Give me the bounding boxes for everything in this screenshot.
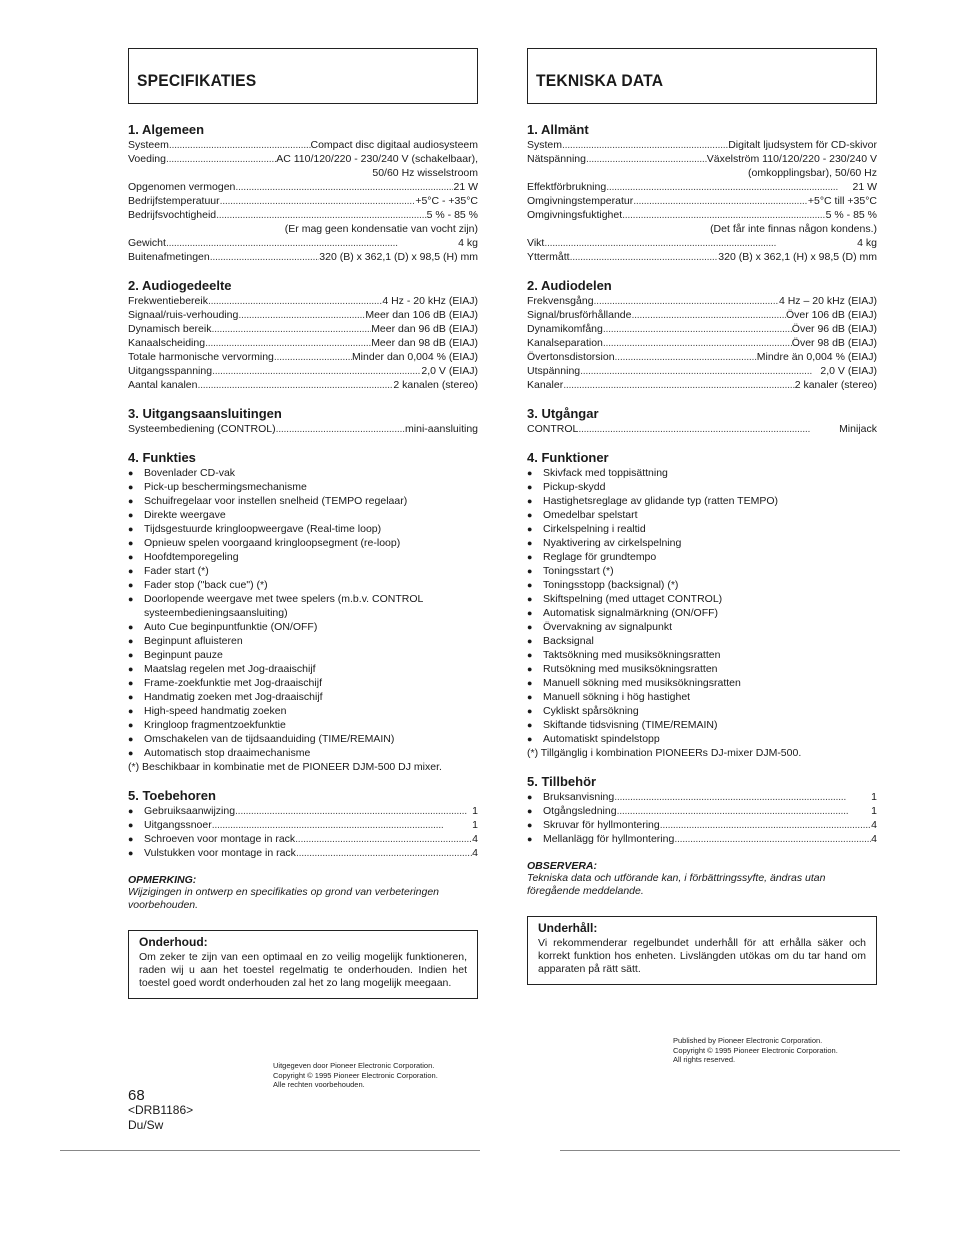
spec-row [527, 138, 877, 152]
dot-leader [210, 250, 320, 264]
spec-rows [527, 236, 877, 264]
section-outputs [527, 406, 877, 436]
feature-item: ● Automatiskt spindelstopp [527, 732, 877, 746]
spec-rows [128, 422, 478, 436]
footnote: (*) Beschikbaar in kombinatie met de PIONEER DJM-500 DJ mixer. [128, 761, 442, 773]
spec-label: Systeembediening (CONTROL) [128, 423, 276, 435]
section-outputs [128, 406, 478, 436]
spec-label: System [527, 139, 563, 151]
spec-rows [527, 180, 877, 222]
spec-label: Systeem [128, 139, 169, 151]
spec-row [527, 322, 877, 336]
section-functions [527, 450, 877, 760]
spec-row [128, 832, 478, 846]
feature-item: ● Doorlopende weergave met twee spelers (m.b.v. CONTROL systeembedieningsaansluiting) [128, 592, 478, 620]
spec-value: 1 [472, 819, 478, 831]
footnote: (*) Tillgänglig i kombination PIONEERs DJ-mixer DJM-500. [527, 747, 802, 759]
section-heading: 2. Audiogedeelte [128, 278, 232, 293]
spec-note: 50/60 Hz wisselstroom [372, 167, 478, 179]
feature-item: ● Auto Cue beginpuntfunktie (ON/OFF) [128, 620, 478, 634]
dot-leader [276, 422, 405, 436]
spec-column-dutch [128, 48, 478, 999]
spec-row [527, 804, 877, 818]
spec-value: 4 [472, 833, 478, 845]
dot-leader [615, 350, 757, 364]
bullet-icon: ● [128, 848, 134, 858]
language-code: Du/Sw [128, 1118, 164, 1132]
spec-value: 320 (B) x 362,1 (H) x 98,5 (D) mm [718, 251, 877, 263]
spec-row [527, 422, 877, 436]
spec-value: Meer dan 98 dB (EIAJ) [371, 337, 478, 349]
bullet-icon: ● [128, 806, 134, 816]
spec-label: Dynamikomfång [527, 323, 603, 335]
section-general [527, 122, 877, 264]
feature-item: ● High-speed handmatig zoeken [128, 704, 478, 718]
feature-list [527, 466, 877, 746]
spec-row [128, 308, 478, 322]
spec-value: 21 W [852, 181, 877, 193]
spec-label: Effektförbrukning [527, 181, 607, 193]
feature-item: ● Omedelbar spelstart [527, 508, 877, 522]
spec-note: (omkopplingsbar), 50/60 Hz [748, 167, 877, 179]
spec-value: 4 [871, 833, 877, 845]
remark-title: OBSERVERA: [527, 860, 598, 872]
spec-value: 2,0 V (EIAJ) [820, 365, 877, 377]
dot-leader [544, 236, 857, 250]
dot-leader [216, 208, 427, 222]
dot-leader [633, 194, 808, 208]
dot-leader [580, 364, 820, 378]
spec-label: Aantal kanalen [128, 379, 198, 391]
spec-value: 5 % - 85 % [426, 209, 478, 221]
spec-rows [128, 180, 478, 222]
feature-item: ● Reglage för grundtempo [527, 550, 877, 564]
spec-label: Mellanlägg för hyllmontering [543, 833, 675, 845]
bullet-icon: ● [128, 820, 134, 830]
spec-row [128, 138, 478, 152]
spec-label: Signal/brusförhållande [527, 309, 632, 321]
spec-value: Digitalt ljudsystem för CD-skivor [728, 139, 877, 151]
section-functions [128, 450, 478, 774]
section-general [128, 122, 478, 264]
spec-label: Omgivningsfuktighet [527, 209, 623, 221]
spec-note: (Det får inte finnas någon kondens.) [710, 223, 877, 235]
maintenance-box [128, 930, 478, 999]
spec-row [527, 180, 877, 194]
bullet-icon: ● [527, 820, 533, 830]
spec-rows [128, 138, 478, 166]
spec-rows [527, 422, 877, 436]
section-title-box [128, 48, 478, 104]
spec-label: Uitgangsspanning [128, 365, 213, 377]
dot-leader [622, 208, 826, 222]
section-heading: 3. Utgångar [527, 406, 599, 421]
section-audio [527, 278, 877, 392]
feature-item: ● Schuifregelaar voor instellen snelheid (TEMPO regelaar) [128, 494, 478, 508]
feature-item: ● Automatisch stop draaimechanisme [128, 746, 478, 760]
spec-row [527, 294, 877, 308]
spec-label: Opgenomen vermogen [128, 181, 236, 193]
dot-leader [578, 422, 839, 436]
feature-item: ● Beginpunt pauze [128, 648, 478, 662]
feature-item: ● Pick-up beschermingsmechanisme [128, 480, 478, 494]
publisher-line: Copyright © 1995 Pioneer Electronic Corporation. [273, 1070, 438, 1080]
spec-label: Otgångsledning [543, 805, 617, 817]
bullet-icon: ● [527, 806, 533, 816]
spec-label: Kanaalscheiding [128, 337, 206, 349]
dot-leader [235, 804, 472, 818]
spec-row [527, 250, 877, 264]
feature-item: ● Övervakning av signalpunkt [527, 620, 877, 634]
spec-label: Vikt [527, 237, 545, 249]
spec-value: +5°C - +35°C [415, 195, 478, 207]
maintenance-title: Onderhoud: [139, 935, 208, 949]
feature-item: ● Skivfack med toppisättning [527, 466, 877, 480]
spec-value: Minijack [839, 423, 877, 435]
dot-leader [211, 322, 371, 336]
spec-label: Nätspänning [527, 153, 586, 165]
spec-label: Kanalseparation [527, 337, 603, 349]
bottom-rule [560, 1150, 900, 1151]
section-audio [128, 278, 478, 392]
dot-leader [220, 194, 416, 208]
feature-item: ● Nyaktivering av cirkelspelning [527, 536, 877, 550]
page-title: TEKNISKA DATA [536, 71, 664, 90]
spec-value: 4 Hz - 20 kHz (EIAJ) [382, 295, 478, 307]
spec-row [527, 236, 877, 250]
feature-item: ● Backsignal [527, 634, 877, 648]
dot-leader [586, 152, 707, 166]
dot-leader [208, 294, 382, 308]
spec-row [128, 818, 478, 832]
dot-leader [212, 818, 472, 832]
feature-item: ● Skiftande tidsvisning (TIME/REMAIN) [527, 718, 877, 732]
bottom-rule [60, 1150, 480, 1151]
feature-item: ● Direkte weergave [128, 508, 478, 522]
spec-value: 2 kanaler (stereo) [794, 379, 877, 391]
page-title: SPECIFIKATIES [137, 71, 257, 90]
spec-value: Över 106 dB (EIAJ) [785, 309, 877, 321]
section-heading: 5. Tillbehör [527, 774, 597, 789]
document-code: <DRB1186> [128, 1103, 194, 1117]
spec-label: Schroeven voor montage in rack [144, 833, 296, 845]
spec-row [128, 152, 478, 166]
spec-row [128, 236, 478, 250]
spec-label: Frekwentiebereik [128, 295, 208, 307]
dot-leader [603, 322, 792, 336]
dot-leader [617, 804, 872, 818]
feature-item: ● Frame-zoekfunktie met Jog-draaischijf [128, 676, 478, 690]
spec-value: Över 98 dB (EIAJ) [791, 337, 877, 349]
spec-rows [128, 294, 478, 392]
spec-rows [527, 294, 877, 392]
dot-leader [660, 818, 871, 832]
spec-label: Omgivningstemperatur [527, 195, 634, 207]
spec-label: CONTROL [527, 423, 579, 435]
spec-row [128, 350, 478, 364]
publisher-note-dutch [273, 1061, 438, 1090]
dot-leader [674, 832, 871, 846]
bullet-icon: ● [128, 834, 134, 844]
feature-item: ● Toningsstopp (backsignal) (*) [527, 578, 877, 592]
dot-leader [197, 378, 393, 392]
feature-item: ● Handmatig zoeken met Jog-draaischijf [128, 690, 478, 704]
feature-item: ● Automatisk signalmärkning (ON/OFF) [527, 606, 877, 620]
spec-label: Bedrijfsvochtigheid [128, 209, 217, 221]
spec-value: AC 110/120/220 - 230/240 V (schakelbaar), [276, 153, 478, 165]
dot-leader [295, 832, 472, 846]
spec-row [128, 250, 478, 264]
spec-label: Kanaler [527, 379, 564, 391]
dot-leader [166, 236, 458, 250]
dot-leader [603, 336, 792, 350]
feature-item: ● Fader stop ("back cue") (*) [128, 578, 478, 592]
dot-leader [570, 250, 719, 264]
spec-label: Skruvar för hyllmontering [543, 819, 660, 831]
feature-item: ● Hoofdtemporegeling [128, 550, 478, 564]
remark-body: Wijzigingen in ontwerp en specifikaties op grond van verbeteringen voorbehouden. [128, 886, 440, 911]
maintenance-body: Om zeker te zijn van een optimaal en zo veilig mogelijk funktioneren, raden wij u aan het toestel regelmatig te onderhouden. Indien het toestel goed wordt onderhouden zal het zo lang mogelijk meegaan. [139, 951, 467, 989]
spec-row [128, 336, 478, 350]
spec-row [128, 804, 478, 818]
spec-value: Över 96 dB (EIAJ) [791, 323, 877, 335]
spec-value: 4 [472, 847, 478, 859]
bullet-icon: ● [527, 834, 533, 844]
dot-leader [166, 152, 276, 166]
feature-item: ● Rutsökning med musiksökningsratten [527, 662, 877, 676]
spec-row [527, 308, 877, 322]
feature-item: ● Hastighetsreglage av glidande typ (ratten TEMPO) [527, 494, 877, 508]
feature-item: ● Omschakelen van de tijdsaanduiding (TIME/REMAIN) [128, 732, 478, 746]
dot-leader [562, 138, 728, 152]
dot-leader [632, 308, 786, 322]
spec-label: Gewicht [128, 237, 166, 249]
feature-item: ● Fader start (*) [128, 564, 478, 578]
spec-label: Dynamisch bereik [128, 323, 212, 335]
spec-value: Meer dan 106 dB (EIAJ) [365, 309, 478, 321]
maintenance-title: Underhåll: [538, 921, 598, 935]
dot-leader [594, 294, 779, 308]
spec-label: Övertonsdistorsion [527, 351, 615, 363]
spec-row [128, 194, 478, 208]
spec-row [527, 208, 877, 222]
maintenance-box [527, 916, 877, 985]
spec-label: Yttermått [527, 251, 570, 263]
spec-value: 320 (B) x 362,1 (D) x 98,5 (H) mm [319, 251, 478, 263]
bullet-icon: ● [527, 792, 533, 802]
spec-value: 21 W [453, 181, 478, 193]
maintenance-body: Vi rekommenderar regelbundet underhåll för att erhålla säker och korrekt funktion hos enheten. Livslängden utökas om du tar hand om apparaten på rätt sätt. [538, 937, 866, 975]
spec-row [527, 378, 877, 392]
spec-value: Meer dan 96 dB (EIAJ) [371, 323, 478, 335]
spec-rows [128, 236, 478, 264]
spec-value: Mindre än 0,004 % (EIAJ) [756, 351, 877, 363]
dot-leader [235, 180, 453, 194]
spec-note: (Er mag geen kondensatie van vocht zijn) [284, 223, 478, 235]
feature-item: ● Opnieuw spelen voorgaand kringloopsegment (re-loop) [128, 536, 478, 550]
spec-row [527, 832, 877, 846]
spec-label: Voeding [128, 153, 166, 165]
publisher-line: Copyright © 1995 Pioneer Electronic Corporation. [673, 1045, 838, 1055]
spec-value: Compact disc digitaal audiosysteem [310, 139, 478, 151]
spec-label: Uitgangssnoer [144, 819, 212, 831]
remark-title: OPMERKING: [128, 874, 197, 886]
feature-item: ● Maatslag regelen met Jog-draaischijf [128, 662, 478, 676]
spec-value: 2,0 V (EIAJ) [421, 365, 478, 377]
feature-item: ● Manuell sökning i hög hastighet [527, 690, 877, 704]
spec-label: Gebruiksaanwijzing [144, 805, 236, 817]
section-heading: 1. Allmänt [527, 122, 589, 137]
dot-leader [212, 364, 421, 378]
spec-row [527, 336, 877, 350]
remark-body: Tekniska data och utförande kan, i förbättringssyfte, ändras utan föregående meddelande. [527, 872, 826, 897]
dot-leader [296, 846, 472, 860]
feature-item: ● Skiftspelning (med uttaget CONTROL) [527, 592, 877, 606]
feature-item: ● Bovenlader CD-vak [128, 466, 478, 480]
spec-value: 4 kg [458, 237, 478, 249]
dot-leader [238, 308, 365, 322]
spec-label: Utspänning [527, 365, 581, 377]
spec-value: 1 [472, 805, 478, 817]
feature-item: ● Cykliskt spårsökning [527, 704, 877, 718]
spec-row [128, 364, 478, 378]
section-accessories [128, 788, 478, 860]
publisher-line: Published by Pioneer Electronic Corporation. [673, 1036, 823, 1045]
publisher-note-english [673, 1036, 838, 1065]
spec-value: 4 [871, 819, 877, 831]
spec-value: 5 % - 85 % [825, 209, 877, 221]
spec-value: mini-aansluiting [405, 423, 478, 435]
spec-row [527, 818, 877, 832]
dot-leader [563, 378, 795, 392]
spec-row [527, 364, 877, 378]
accessory-rows [527, 790, 877, 846]
dot-leader [205, 336, 371, 350]
spec-value: Växelström 110/120/220 - 230/240 V [706, 153, 877, 165]
spec-label: Frekvensgång [527, 295, 594, 307]
feature-item: ● Kringloop fragmentzoekfunktie [128, 718, 478, 732]
spec-row [128, 208, 478, 222]
spec-row [527, 790, 877, 804]
spec-rows [527, 138, 877, 166]
spec-row [527, 194, 877, 208]
section-heading: 1. Algemeen [128, 122, 205, 137]
spec-row [527, 350, 877, 364]
section-heading: 2. Audiodelen [527, 278, 612, 293]
spec-value: 1 [871, 791, 877, 803]
feature-list [128, 466, 478, 760]
feature-item: ● Toningsstart (*) [527, 564, 877, 578]
section-title-box [527, 48, 877, 104]
spec-row [128, 180, 478, 194]
section-heading: 4. Funkties [128, 450, 196, 465]
spec-row [527, 152, 877, 166]
section-accessories [527, 774, 877, 846]
feature-item: ● Pickup-skydd [527, 480, 877, 494]
spec-value: +5°C till +35°C [807, 195, 877, 207]
feature-item: ● Taktsökning med musiksökningsratten [527, 648, 877, 662]
dot-leader [169, 138, 311, 152]
section-heading: 3. Uitgangsaansluitingen [128, 406, 282, 421]
spec-row [128, 322, 478, 336]
feature-item: ● Manuell sökning med musiksökningsratten [527, 676, 877, 690]
spec-value: 4 kg [857, 237, 877, 249]
spec-label: Bruksanvisning [543, 791, 615, 803]
spec-value: Minder dan 0,004 % (EIAJ) [351, 351, 478, 363]
section-heading: 4. Funktioner [527, 450, 609, 465]
publisher-line: All rights reserved. [673, 1055, 736, 1064]
spec-column-swedish [527, 48, 877, 985]
page-footer [128, 1088, 193, 1133]
dot-leader [606, 180, 852, 194]
spec-row [128, 294, 478, 308]
dot-leader [614, 790, 871, 804]
page-number: 68 [128, 1087, 145, 1104]
section-heading: 5. Toebehoren [128, 788, 216, 803]
spec-row [128, 846, 478, 860]
spec-value: 2 kanalen (stereo) [393, 379, 478, 391]
spec-label: Vulstukken voor montage in rack [144, 847, 296, 859]
publisher-line: Alle rechten voorbehouden. [273, 1080, 365, 1089]
spec-label: Buitenafmetingen [128, 251, 210, 263]
feature-item: ● Beginpunt afluisteren [128, 634, 478, 648]
spec-label: Signaal/ruis-verhouding [128, 309, 239, 321]
feature-item: ● Cirkelspelning i realtid [527, 522, 877, 536]
spec-label: Totale harmonische vervorming [128, 351, 274, 363]
spec-value: 4 Hz – 20 kHz (EIAJ) [778, 295, 877, 307]
feature-item: ● Tijdsgestuurde kringloopweergave (Real-time loop) [128, 522, 478, 536]
spec-row [128, 422, 478, 436]
spec-row [128, 378, 478, 392]
accessory-rows [128, 804, 478, 860]
spec-value: 1 [871, 805, 877, 817]
dot-leader [274, 350, 352, 364]
publisher-line: Uitgegeven door Pioneer Electronic Corporation. [273, 1061, 435, 1070]
spec-label: Bedrijfstemperatuur [128, 195, 220, 207]
